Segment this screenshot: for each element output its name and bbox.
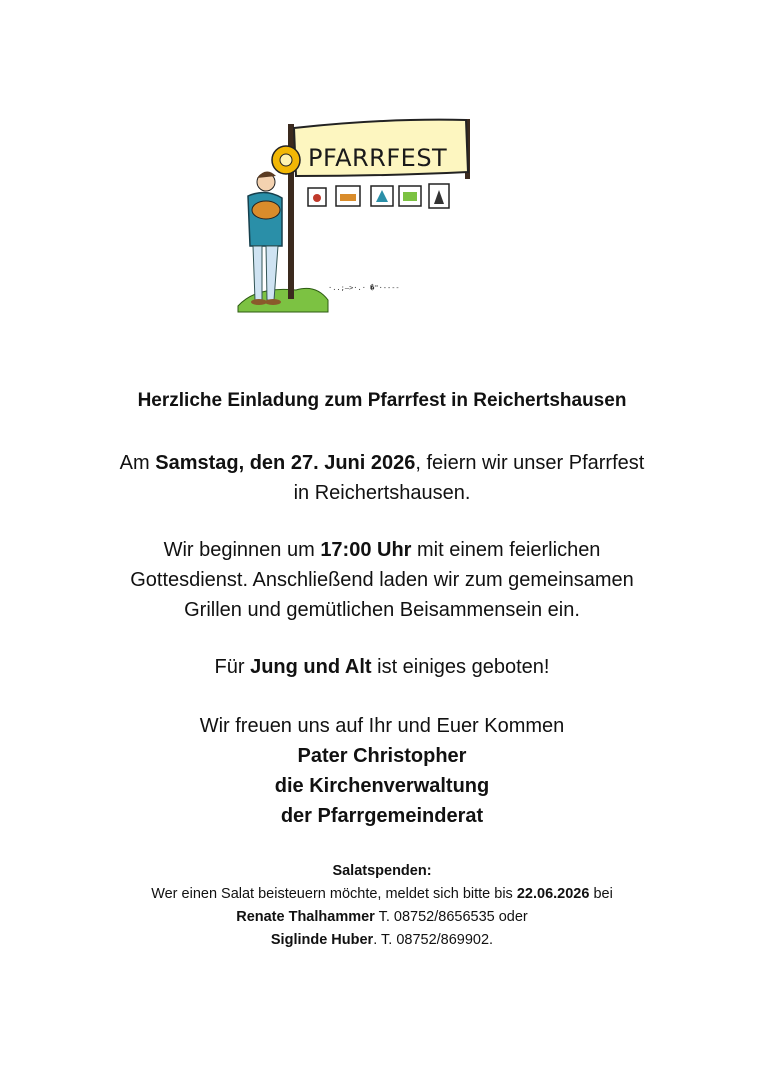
program-line3: Grillen und gemütlichen Beisammensein ein. xyxy=(184,599,580,621)
salad-deadline: 22.06.2026 xyxy=(516,886,590,902)
program-post: mit einem feierlichen xyxy=(411,539,601,561)
program-pre: Wir beginnen um xyxy=(163,539,321,561)
date-line2: in Reichertshausen. xyxy=(293,482,471,504)
date-pre: Am xyxy=(119,452,156,474)
salad-line1-pre: Wer einen Salat beisteuern möchte, meldet sich bitte bis xyxy=(151,886,517,902)
audience-bold: Jung und Alt xyxy=(250,656,372,678)
contact2-name: Siglinde Huber xyxy=(270,932,374,948)
signer-pfarrgemeinderat: der Pfarrgemeinderat xyxy=(280,805,484,827)
grass-shape xyxy=(238,288,328,312)
salad-title: Salatspenden: xyxy=(332,863,432,879)
audience-pre: Für xyxy=(214,656,251,678)
audience-paragraph xyxy=(60,652,704,682)
contact1-name: Renate Thalhammer xyxy=(236,909,375,925)
signer-kirchenverwaltung: die Kirchenverwaltung xyxy=(274,775,490,797)
date-post: , feiern wir unser Pfarrfest xyxy=(415,452,645,474)
banner-text: PFARRFEST xyxy=(308,144,448,172)
salad-line1-post: bei xyxy=(589,886,613,902)
audience-post: ist einiges geboten! xyxy=(371,656,550,678)
closing-line: Wir freuen uns auf Ihr und Euer Kommen xyxy=(199,715,565,737)
invitation-heading: Herzliche Einladung zum Pfarrfest in Reichertshausen xyxy=(137,390,627,411)
event-date: Samstag, den 27. Juni 2026 xyxy=(155,452,416,474)
closing-paragraph xyxy=(60,711,704,831)
event-time: 17:00 Uhr xyxy=(320,539,412,561)
pfarrfest-clipart xyxy=(236,114,476,314)
hanging-pictures xyxy=(308,184,449,208)
scribble-text: ·..;—>·.· �"·---- xyxy=(328,284,400,292)
program-line2: Gottesdienst. Anschließend laden wir zum gemeinsamen xyxy=(130,569,634,591)
program-paragraph xyxy=(60,535,704,625)
signer-pater: Pater Christopher xyxy=(297,745,467,767)
contact2-phone: . T. 08752/869902. xyxy=(373,932,494,948)
date-paragraph xyxy=(60,448,704,508)
pfarrfest-illustration xyxy=(236,114,476,314)
salad-donations-section xyxy=(40,860,724,952)
contact1-phone: T. 08752/8656535 oder xyxy=(374,909,528,925)
